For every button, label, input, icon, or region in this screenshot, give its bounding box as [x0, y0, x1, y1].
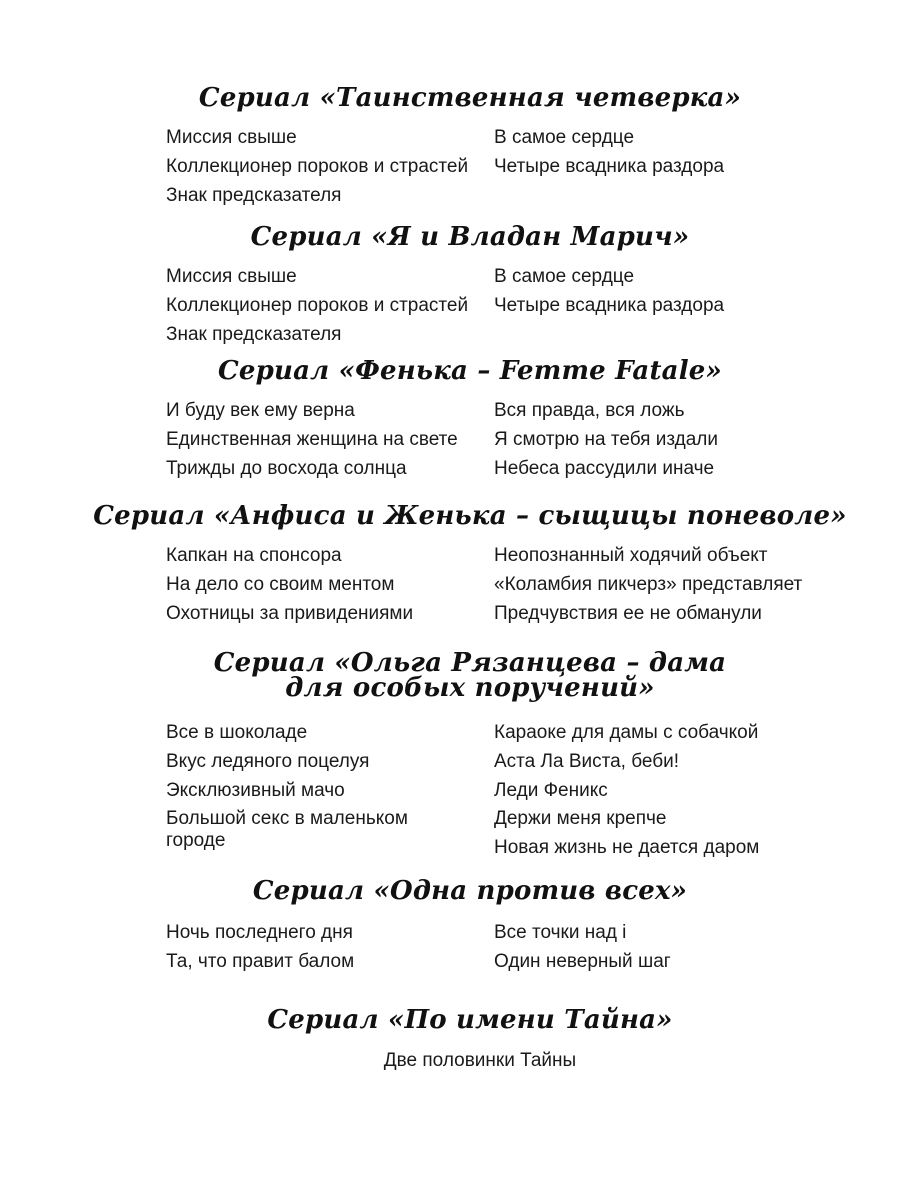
series-title-line-2: для особых поручений»: [285, 673, 655, 703]
book-title: Один неверный шаг: [494, 951, 671, 972]
book-title: Большой секс в маленьком городе: [166, 808, 408, 851]
series-title-line-1: Сериал «Ольга Рязанцева – дама: [213, 648, 727, 678]
book-title: Неопознанный ходячий объект: [494, 545, 768, 566]
book-title: Новая жизнь не дается даром: [494, 837, 760, 858]
series-title-olga-ryazantseva: [40, 648, 900, 703]
book-title: Миссия свыше: [166, 127, 297, 148]
book-title: Караоке для дамы с собачкой: [494, 722, 759, 743]
book-title: Все в шоколаде: [166, 722, 308, 743]
series-title-anfisa-zhenka: Сериал «Анфиса и Женька – сыщицы поневоле»: [93, 501, 847, 531]
book-title: Я смотрю на тебя издали: [494, 429, 718, 450]
book-title: Четыре всадника раздора: [494, 156, 725, 177]
book-title: Коллекционер пороков и страстей: [166, 295, 469, 316]
book-title: Предчувствия ее не обманули: [494, 603, 762, 624]
book-title: В самое сердце: [494, 266, 635, 287]
series-title-fenka: Сериал «Фенька – Femme Fatale»: [218, 356, 722, 386]
book-title: Вкус ледяного поцелуя: [166, 751, 370, 772]
series-title-vladan-marich: Сериал «Я и Владан Марич»: [250, 222, 690, 252]
book-title: Леди Феникс: [494, 780, 608, 801]
book-title: «Коламбия пикчерз» представляет: [494, 574, 803, 595]
book-title: Вся правда, вся ложь: [494, 400, 685, 421]
series-title-named-tayna: Сериал «По имени Тайна»: [267, 1005, 673, 1035]
book-title: Небеса рассудили иначе: [494, 458, 715, 479]
book-title: Держи меня крепче: [494, 808, 667, 829]
book-title: Охотницы за привидениями: [166, 603, 414, 624]
book-title: Все точки над i: [494, 922, 627, 943]
book-title: Эксклюзивный мачо: [166, 780, 345, 801]
book-title: Капкан на спонсора: [166, 545, 342, 566]
book-title: Знак предсказателя: [166, 185, 342, 206]
book-title: Единственная женщина на свете: [166, 429, 458, 450]
book-title: Аста Ла Виста, беби!: [494, 751, 680, 772]
book-title: Та, что правит балом: [166, 951, 355, 972]
book-title: Трижды до восхода солнца: [166, 458, 407, 479]
book-title: И буду век ему верна: [166, 400, 355, 421]
series-title-one-against-all: Сериал «Одна против всех»: [252, 876, 688, 906]
book-title: Миссия свыше: [166, 266, 297, 287]
book-title: Две половинки Тайны: [383, 1050, 577, 1071]
book-title: В самое сердце: [494, 127, 635, 148]
book-title: Коллекционер пороков и страстей: [166, 156, 469, 177]
book-title: Знак предсказателя: [166, 324, 342, 345]
book-title: На дело со своим ментом: [166, 574, 395, 595]
book-title: Четыре всадника раздора: [494, 295, 725, 316]
series-title-mysterious-four: Сериал «Таинственная четверка»: [198, 83, 742, 113]
book-title: Ночь последнего дня: [166, 922, 353, 943]
